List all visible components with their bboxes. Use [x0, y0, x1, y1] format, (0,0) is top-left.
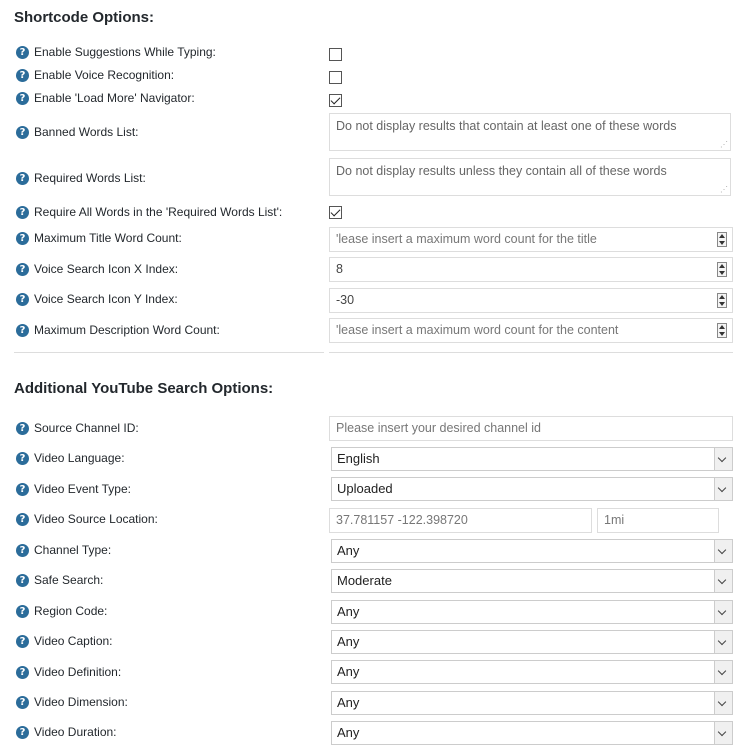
duration-label: Video Duration: — [34, 725, 117, 739]
safe-search-value: Moderate — [337, 573, 392, 588]
question-circle-icon[interactable]: ? — [16, 206, 29, 219]
load-more-checkbox[interactable] — [329, 94, 342, 107]
event-type-label: Video Event Type: — [34, 482, 131, 496]
voice-checkbox[interactable] — [329, 71, 342, 84]
chevron-down-icon[interactable] — [714, 478, 732, 500]
banned-label-row — [16, 124, 139, 140]
safe-search-select[interactable] — [331, 569, 733, 593]
region-label-row — [16, 603, 107, 619]
require-all-checkbox[interactable] — [329, 206, 342, 219]
voice-label-row — [16, 67, 174, 83]
max-desc-label: Maximum Description Word Count: — [34, 323, 220, 337]
number-spinner-icon[interactable] — [717, 323, 727, 338]
voice-label: Enable Voice Recognition: — [34, 68, 175, 82]
safe-search-label: Safe Search: — [34, 573, 104, 587]
question-circle-icon[interactable]: ? — [16, 46, 29, 59]
dimension-label-row — [16, 694, 128, 710]
duration-value: Any — [337, 725, 360, 740]
banned-words-textarea[interactable] — [329, 113, 731, 151]
question-circle-icon[interactable]: ? — [16, 483, 29, 496]
question-circle-icon[interactable]: ? — [16, 422, 29, 435]
voice-y-label-row — [16, 291, 178, 307]
question-circle-icon[interactable]: ? — [16, 635, 29, 648]
language-select[interactable] — [331, 447, 733, 471]
number-spinner-icon[interactable] — [717, 293, 727, 308]
channel-id-placeholder: Please insert your desired channel id — [336, 421, 541, 435]
question-circle-icon[interactable]: ? — [16, 666, 29, 679]
voice-y-input[interactable] — [329, 288, 733, 313]
definition-label: Video Definition: — [34, 665, 122, 679]
voice-x-label-row — [16, 261, 178, 277]
max-desc-label-row — [16, 322, 220, 338]
question-circle-icon[interactable]: ? — [16, 574, 29, 587]
language-value: English — [337, 451, 380, 466]
number-spinner-icon[interactable] — [717, 232, 727, 247]
location-label: Video Source Location: — [34, 512, 158, 526]
max-desc-placeholder: 'lease insert a maximum word count for the content — [336, 323, 619, 337]
chevron-down-icon[interactable] — [714, 601, 732, 623]
voice-x-value: 8 — [336, 262, 343, 276]
require-all-label-row — [16, 204, 282, 220]
required-words-label: Required Words List: — [34, 171, 146, 185]
channel-type-select[interactable] — [331, 539, 733, 563]
region-select[interactable] — [331, 600, 733, 624]
channel-type-value: Any — [337, 543, 360, 558]
required-words-placeholder: Do not display results unless they contain all of these words — [336, 164, 667, 178]
event-type-label-row — [16, 481, 131, 497]
banned-words-label: Banned Words List: — [34, 125, 139, 139]
duration-select[interactable] — [331, 721, 733, 745]
channel-id-label: Source Channel ID: — [34, 421, 139, 435]
chevron-down-icon[interactable] — [714, 631, 732, 653]
required-words-textarea[interactable] — [329, 158, 731, 196]
voice-y-label: Voice Search Icon Y Index: — [34, 292, 178, 306]
location-radius-input[interactable] — [597, 508, 719, 533]
dimension-value: Any — [337, 695, 360, 710]
language-label: Video Language: — [34, 451, 125, 465]
caption-value: Any — [337, 634, 360, 649]
event-type-select[interactable] — [331, 477, 733, 501]
caption-label: Video Caption: — [34, 634, 113, 648]
location-coords-input[interactable] — [329, 508, 592, 533]
dimension-select[interactable] — [331, 691, 733, 715]
suggestions-label-row — [16, 44, 216, 60]
question-circle-icon[interactable]: ? — [16, 126, 29, 139]
caption-select[interactable] — [331, 630, 733, 654]
max-title-label: Maximum Title Word Count: — [34, 231, 182, 245]
chevron-down-icon[interactable] — [714, 570, 732, 592]
resize-grip-icon[interactable]: ⋰ — [720, 140, 728, 149]
voice-x-label: Voice Search Icon X Index: — [34, 262, 179, 276]
question-circle-icon[interactable]: ? — [16, 513, 29, 526]
question-circle-icon[interactable]: ? — [16, 544, 29, 557]
channel-type-label-row — [16, 542, 111, 558]
channel-id-label-row — [16, 420, 139, 436]
required-label-row — [16, 170, 146, 186]
suggestions-checkbox[interactable] — [329, 48, 342, 61]
safe-search-label-row — [16, 572, 103, 588]
max-desc-input[interactable] — [329, 318, 733, 343]
number-spinner-icon[interactable] — [717, 262, 727, 277]
section-divider-right — [329, 352, 733, 353]
chevron-down-icon[interactable] — [714, 540, 732, 562]
shortcode-options-heading: Shortcode Options: — [14, 9, 154, 26]
location-label-row — [16, 511, 158, 527]
channel-type-label: Channel Type: — [34, 543, 112, 557]
load-more-label-row — [16, 90, 195, 106]
definition-label-row — [16, 664, 121, 680]
resize-grip-icon[interactable]: ⋰ — [720, 185, 728, 194]
suggestions-label: Enable Suggestions While Typing: — [34, 45, 216, 59]
banned-words-placeholder: Do not display results that contain at least one of these words — [336, 119, 677, 133]
region-value: Any — [337, 604, 360, 619]
question-circle-icon[interactable]: ? — [16, 696, 29, 709]
max-title-input[interactable] — [329, 227, 733, 252]
definition-select[interactable] — [331, 660, 733, 684]
question-circle-icon[interactable]: ? — [16, 263, 29, 276]
question-circle-icon[interactable]: ? — [16, 172, 29, 185]
question-circle-icon[interactable]: ? — [16, 324, 29, 337]
question-circle-icon[interactable]: ? — [16, 726, 29, 739]
definition-value: Any — [337, 664, 360, 679]
chevron-down-icon[interactable] — [714, 448, 732, 470]
max-title-label-row — [16, 230, 182, 246]
question-circle-icon[interactable]: ? — [16, 69, 29, 82]
caption-label-row — [16, 633, 113, 649]
question-circle-icon[interactable]: ? — [16, 452, 29, 465]
question-circle-icon[interactable]: ? — [16, 232, 29, 245]
load-more-label: Enable 'Load More' Navigator: — [34, 91, 195, 105]
chevron-down-icon[interactable] — [714, 692, 732, 714]
question-circle-icon[interactable]: ? — [16, 293, 29, 306]
dimension-label: Video Dimension: — [34, 695, 128, 709]
event-type-value: Uploaded — [337, 481, 393, 496]
voice-x-input[interactable] — [329, 257, 733, 282]
location-radius-placeholder: 1mi — [604, 513, 625, 527]
duration-label-row — [16, 724, 117, 740]
language-label-row — [16, 450, 125, 466]
location-coords-placeholder: 37.781157 -122.398720 — [336, 513, 468, 527]
question-circle-icon[interactable]: ? — [16, 92, 29, 105]
chevron-down-icon[interactable] — [714, 661, 732, 683]
require-all-label: Require All Words in the 'Required Words List': — [34, 205, 283, 219]
region-label: Region Code: — [34, 604, 108, 618]
voice-y-value: -30 — [336, 293, 355, 307]
chevron-down-icon[interactable] — [714, 722, 732, 744]
channel-id-input[interactable] — [329, 416, 733, 441]
youtube-options-heading: Additional YouTube Search Options: — [14, 380, 274, 397]
max-title-placeholder: 'lease insert a maximum word count for the title — [336, 232, 597, 246]
question-circle-icon[interactable]: ? — [16, 605, 29, 618]
section-divider-left — [14, 352, 324, 353]
